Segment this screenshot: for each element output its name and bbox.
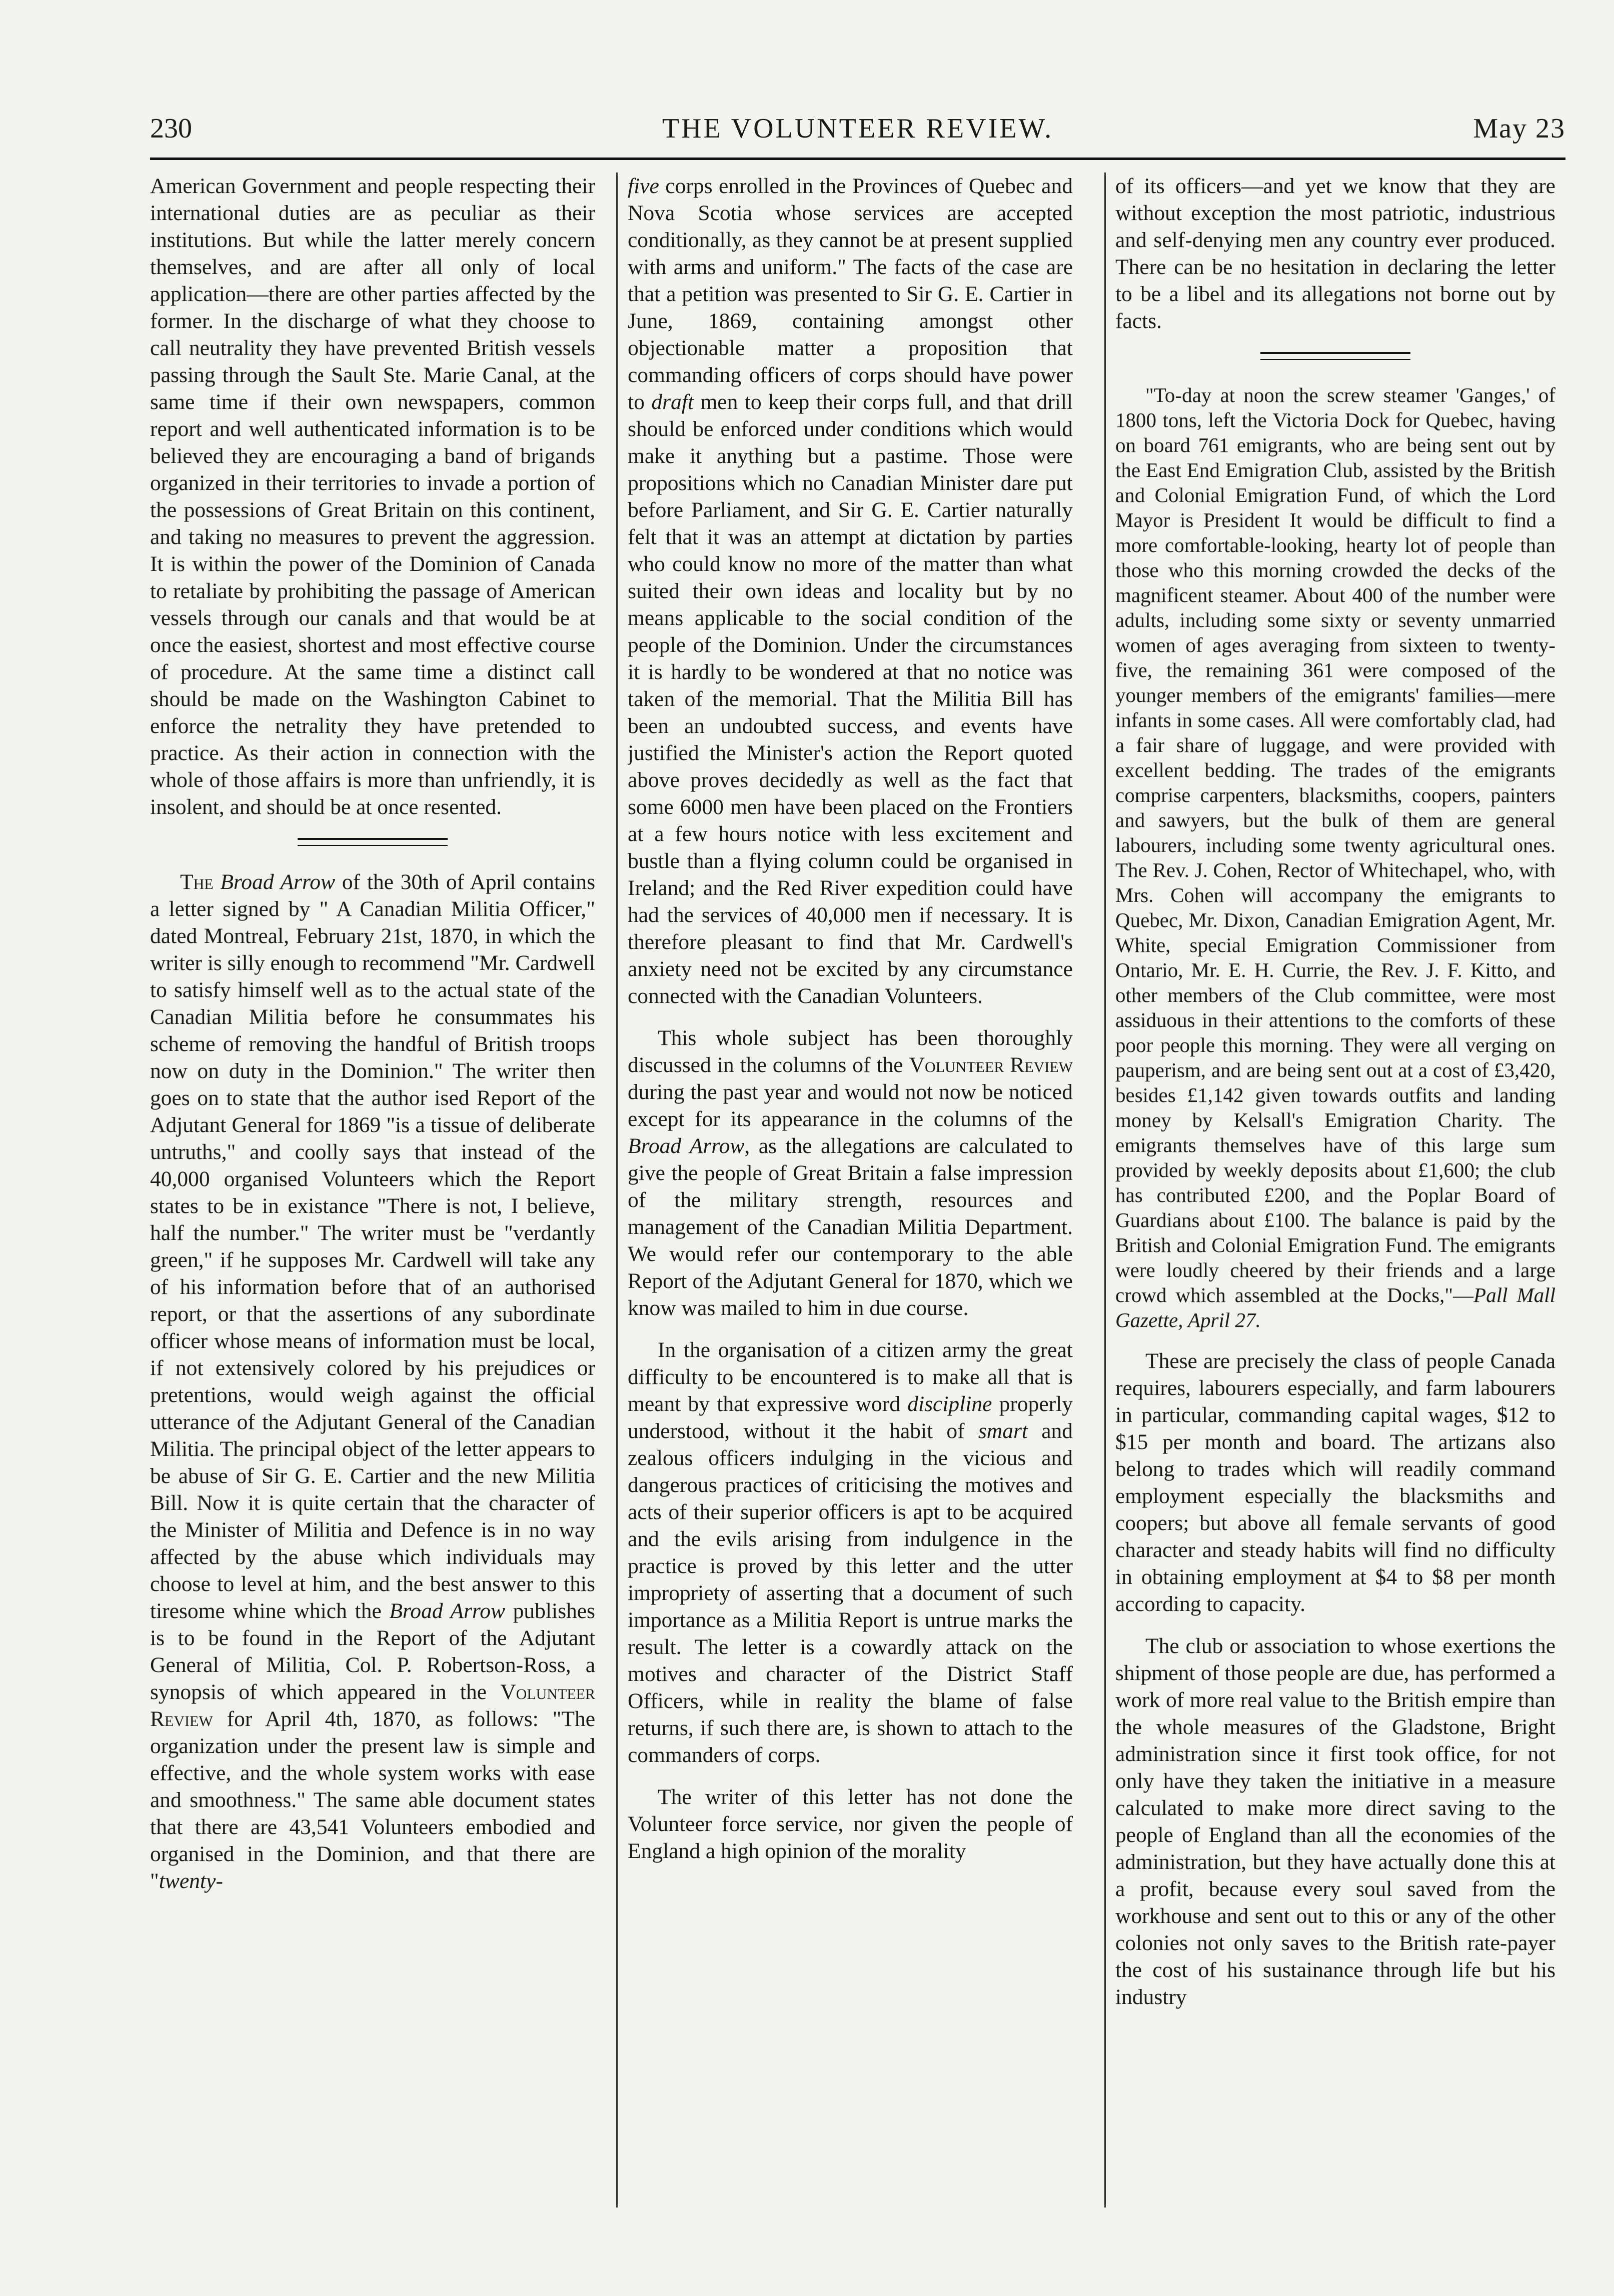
quoted-article: "To-day at noon the screw steamer 'Ganges,' of 1800 tons, left the Victoria Dock for Quebec, having on board 761 emigrants, who are being sent out by the East End Emigration Club, assisted by the British and Colonial Emigration Fund, of which the Lord Mayor is President It would be difficult to find a more comfortable-looking, hearty lot of people than those who this morning crowded the decks of the magnificent steamer. About 400 of the number were adults, including some sixty or seventy unmarried women of ages averaging from sixteen to twenty-five, the remaining 361 were composed of the younger members of the emigrants' families—mere infants in some cases. All were comfortably clad, had a fair share of luggage, and were provided with excellent bedding. The trades of the emigrants comprise carpenters, blacksmiths, coopers, painters and sawyers, but the bulk of them are general labourers, including some twenty agricultural ones. The Rev. J. Cohen, Rector of Whitechapel, who, with Mrs. Cohen will accompany the emigrants to Quebec, Mr. Dixon, Canadian Emigration Agent, Mr. White, special Emigration Commissioner from Ontario, Mr. E. H. Currie, the Rev. J. F. Kitto, and other members of the Club committee, were most assiduous in their attentions to the comforts of these poor people this morning. They were all verging on pauperism, and are being sent out at a cost of £3,420, besides £1,142 given towards outfits and landing money by Kelsall's Emigration Charity. The emigrants themselves have of this large sum provided by weekly deposits about £1,600; the club has contributed £200, and the Poplar Board of Guardians about £100. The balance is paid by the British and Colonial Emigration Fund. The emigrants were loudly cheered by their friends and a large crowd which assembled at the Docks,"—Pall Mall Gazette, April 27. (1115, 384, 1555, 1332)
publication-title: Broad Arrow (389, 1599, 505, 1623)
page-number: 230 (150, 113, 192, 144)
column-2 (628, 172, 1073, 2208)
publication-title: Broad Arrow (220, 870, 336, 894)
article-paragraph: of its officers—and yet we know that they are without exception the most patriotic, industrious and self-denying men any country ever produced. There can be no hesitation in declaring the letter to be a libel and its allegations not borne out by facts. (1115, 174, 1555, 333)
column-3 (1115, 172, 1555, 2208)
article-paragraph: American Government and people respecting their international duties are as peculiar as their institutions. But while the latter merely concern themselves, and are after all only of local application—there are other parties affected by the former. In the discharge of what they choose to call neutrality they have prevented British vessels passing through the Sault Ste. Marie Canal, at the same time if their own newspapers, common report and well authenticated information is to be believed they are encouraging a band of brigands organized in their territories to invade a portion of the possessions of Great Britain on this continent, and taking no measures to prevent the aggression. It is within the power of the Dominion of Canada to retaliate by prohibiting the passage of American vessels through our canals and that would be at once the easiest, shortest and most effective course of procedure. At the same time a distinct call should be made on the Washington Cabinet to enforce the netrality they have pretended to practice. As their action in connection with the whole of those affairs is more than unfriendly, it is insolent, and should be at once resented. (150, 174, 595, 819)
publication-title: Volunteer Review (909, 1053, 1073, 1077)
article-paragraph: The club or association to whose exertions the shipment of those people are due, has performed a work of more real value to the British empire than the whole measures of the Gladstone, Bright administration since it first took office, for not only have they taken the initiative in a measure calculated to make more direct saving to the people of England than all the economies of the administration, but they have actually done this at a profit, because every soul saved from the workhouse and sent out to this or any of the other colonies not only saves to the British rate-payer the cost of his sustainance through life but his industry (1115, 1634, 1555, 2009)
publication-title: Broad Arrow (628, 1134, 745, 1158)
article-paragraph: The writer of this letter has not done the Volunteer force service, nor given the people of England a high opinion of the morality (628, 1785, 1073, 1863)
journal-title: THE VOLUNTEER REVIEW. (662, 113, 1054, 144)
page-header (150, 112, 1565, 160)
column-divider (1104, 172, 1106, 2208)
issue-date: May 23 (1473, 113, 1565, 144)
column-1 (150, 172, 595, 2208)
header-rule (150, 158, 1565, 160)
section-separator (1260, 352, 1410, 360)
article-paragraph: These are precisely the class of people Canada requires, labourers especially, and farm labourers in particular, commanding capital wages, $12 to $15 per month and board. The artizans also belong to trades which will readily command employment especially the blacksmiths and coopers; but above all female servants of good character and steady habits will find no difficulty in obtaining employment at $4 to $8 per month according to capacity. (1115, 1349, 1555, 1616)
section-separator (298, 838, 448, 846)
publication-title: Volunteer Review (150, 1680, 595, 1731)
quote-source: Pall Mall Gazette, April 27. (1115, 1284, 1555, 1332)
article-paragraph: In the organisation of a citizen army the great difficulty to be encountered is to make all that is meant by that expressive word discipline properly understood, without it the habit of smart and zealous officers indulging in the vicious and dangerous practices of criticising the motives and acts of their superior officers is apt to be acquired and the evils arising from indulgence in the practice is proved by this letter and the utter impropriety of asserting that a document of such importance as a Militia Report is untrue marks the result. The letter is a cowardly attack on the motives and character of the District Staff Officers, while in reality the blame of false returns, if such there are, is shown to attach to the commanders of corps. (628, 1338, 1073, 1767)
article-paragraph: This whole subject has been thoroughly discussed in the columns of the Volunteer Review during the past year and would not now be noticed except for its appearance in the columns of the Broad Arrow, as the allegations are calculated to give the people of Great Britain a false impression of the military strength, resources and management of the Canadian Militia Department. We would refer our contemporary to the able Report of the Adjutant General for 1870, which we know was mailed to him in due course. (628, 1026, 1073, 1320)
column-divider (616, 172, 618, 2208)
article-paragraph: five corps enrolled in the Provinces of Quebec and Nova Scotia whose services are accepted conditionally, as they cannot be at present supplied with arms and uniform." The facts of the case are that a petition was presented to Sir G. E. Cartier in June, 1869, containing amongst other objectionable matter a proposition that commanding officers of corps should have power to draft men to keep their corps full, and that drill should be enforced under conditions which would make it anything but a pastime. Those were propositions which no Canadian Minister dare put before Parliament, and Sir G. E. Cartier naturally felt that it was an attempt at dictation by parties who could know no more of the matter than what suited their own ideas and locality but by no means applicable to the social condition of the people of the Dominion. Under the circumstances it is hardly to be wondered at that no notice was taken of the memorial. That the Militia Bill has been an undoubted success, and events have justified the Minister's action the Report quoted above proves decidedly as well as the fact that some 6000 men have been placed on the Frontiers at a few hours notice with less excitement and bustle than a flying column could be organised in Ireland; and the Red River expedition could have had the services of 40,000 men if necessary. It is therefore pleasant to find that Mr. Cardwell's anxiety need not be excited by any circumstance connected with the Canadian Volunteers. (628, 174, 1073, 1008)
lead-word: The (180, 870, 214, 894)
article-paragraph: The Broad Arrow of the 30th of April contains a letter signed by " A Canadian Militia Officer," dated Montreal, February 21st, 1870, in which the writer is silly enough to recommend "Mr. Cardwell to satisfy himself well as to the actual state of the Canadian Militia before he consummates his scheme of removing the handful of British troops now on duty in the Dominion." The writer then goes on to state that the author ised Report of the Adjutant General for 1869 "is a tissue of deliberate untruths," and coolly says that instead of the 40,000 organised Volunteers which the Report states to be in existance "There is not, I believe, half the number." The writer must be "verdantly green," if he supposes Mr. Cardwell will take any of his information before that of an authorised report, or that the assertions of any subordinate officer whose means of information must be local, if not extensively colored by his prejudices or pretentions, would weigh against the official utterance of the Adjutant General of the Canadian Militia. The principal object of the letter appears to be abuse of Sir G. E. Cartier and the new Militia Bill. Now it is quite certain that the character of the Minister of Militia and Defence is in no way affected by the abuse which individuals may choose to level at him, and the best answer to this tiresome whine which the Broad Arrow publishes is to be found in the Report of the Adjutant General of Militia, Col. P. Robertson-Ross, a synopsis of which appeared in the Volunteer Review for April 4th, 1870, as follows: "The organization under the present law is simple and effective, and the whole system works with ease and smoothness." The same able document states that there are 43,541 Volunteers embodied and organised in the Dominion, and that there are "twenty- (150, 870, 595, 1893)
